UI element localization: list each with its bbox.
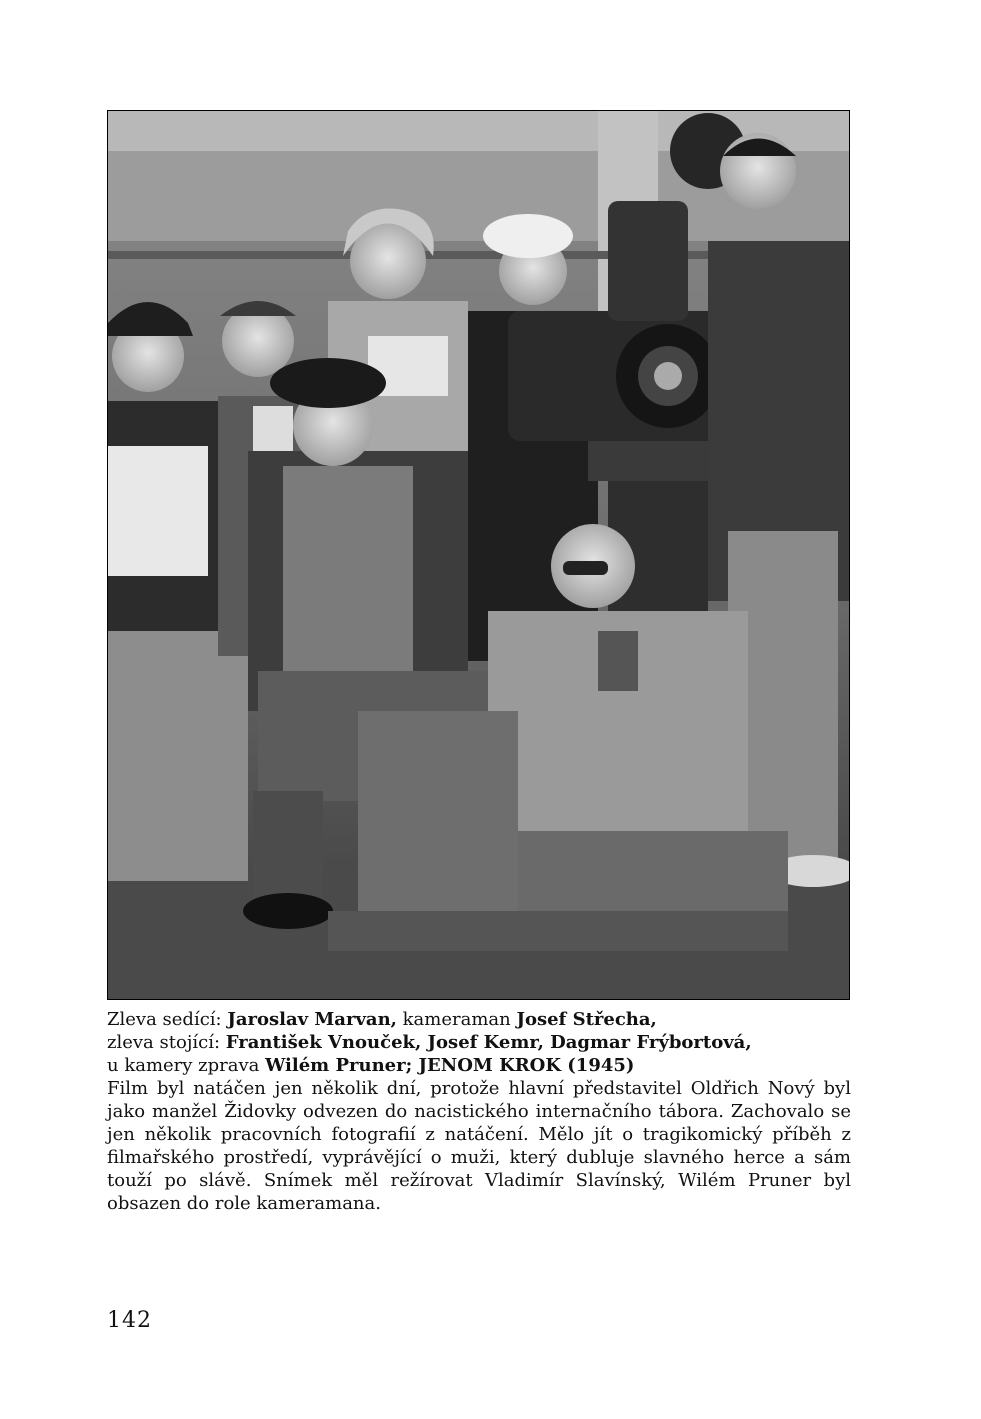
caption-line-3: [107, 1054, 851, 1077]
caption-name-strecha: Josef Střecha,: [516, 1009, 657, 1030]
film-set-photograph: [107, 110, 850, 1000]
caption-line-2: [107, 1031, 851, 1054]
caption-standing-names: František Vnouček, Josef Kemr, Dagmar Frýbortová,: [225, 1032, 752, 1053]
wooden-dolly: [358, 711, 518, 911]
page-number: 142: [107, 1308, 152, 1333]
caption-pruner-film-title: Wilém Pruner; JENOM KROK (1945): [265, 1055, 635, 1076]
dolly-base: [328, 911, 788, 951]
photo-caption: [107, 1008, 851, 1077]
caption-standing-label: zleva stojící:: [107, 1032, 226, 1053]
caption-name-marvan: Jaroslav Marvan,: [227, 1009, 397, 1030]
caption-camera-label: u kamery zprava: [107, 1055, 266, 1076]
caption-line-1: [107, 1008, 851, 1031]
caption-seated-label: Zleva sedící:: [107, 1009, 228, 1030]
caption-cameraman-label: kameraman: [396, 1009, 517, 1030]
body-paragraph: Film byl natáčen jen několik dní, protože hlavní představitel Oldřich Nový byl jako manžel Židovky odvezen do nacistického internačního tábora. Zachovalo se jen několik pracovních fotografií z natáčení. Mělo jít o tragikomický příběh z filmařského prostředí, vyprávějící o muži, který dubluje slavného herce a sám touží po slávě. Snímek měl režírovat Vladimír Slavínský, Wilém Pruner byl obsazen do role kameramana.: [107, 1078, 851, 1214]
photo-illustration: [108, 111, 850, 1000]
